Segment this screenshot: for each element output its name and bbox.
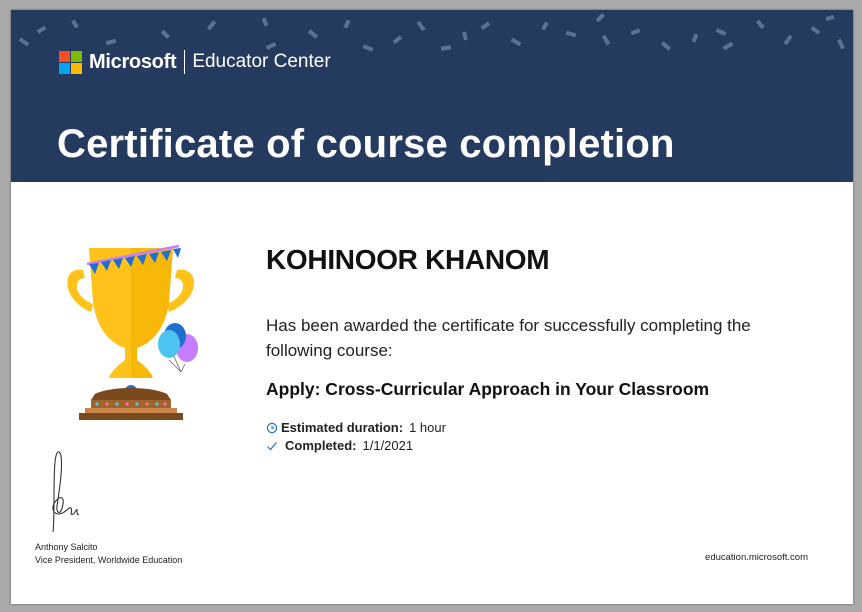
handwritten-signature xyxy=(39,444,89,536)
awarded-statement: Has been awarded the certificate for successfully completing the following course: xyxy=(266,316,751,360)
duration-row xyxy=(266,420,446,435)
header-banner xyxy=(11,10,853,182)
brand-lockup xyxy=(59,49,331,75)
completed-row xyxy=(266,438,413,453)
trophy-icon xyxy=(61,232,201,422)
logo-square-yellow xyxy=(71,63,82,74)
checkmark-icon xyxy=(266,440,278,452)
signer-title: Vice President, Worldwide Education xyxy=(35,555,183,565)
clock-icon xyxy=(266,422,278,434)
footer-url[interactable]: education.microsoft.com xyxy=(705,552,808,563)
logo-square-green xyxy=(71,51,82,62)
completed-label: Completed: xyxy=(285,438,357,453)
course-name: Apply: Cross-Curricular Approach in Your Classroom xyxy=(266,379,710,399)
brand-product: Educator Center xyxy=(192,51,331,72)
brand-divider xyxy=(184,50,185,74)
duration-label: Estimated duration: xyxy=(281,420,404,435)
microsoft-logo-icon xyxy=(59,51,82,74)
logo-square-blue xyxy=(59,63,70,74)
logo-square-red xyxy=(59,51,70,62)
completed-value: 1/1/2021 xyxy=(362,438,414,453)
certificate-title: Certificate of course completion xyxy=(57,122,675,166)
signer-name: Anthony Salcito xyxy=(35,542,98,552)
brand-name: Microsoft xyxy=(89,50,177,73)
certificate-sheet xyxy=(11,10,853,604)
duration-value: 1 hour xyxy=(409,420,446,435)
recipient-name: KOHINOOR KHANOM xyxy=(266,244,550,275)
